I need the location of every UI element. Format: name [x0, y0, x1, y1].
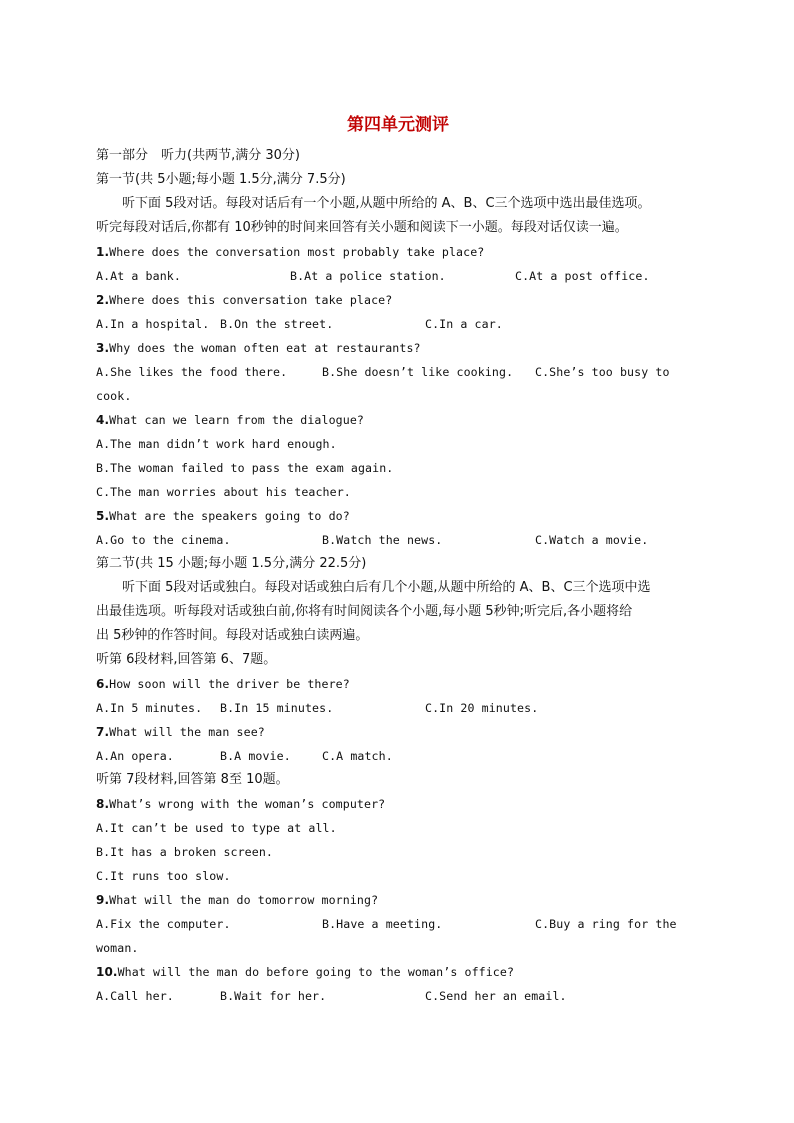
section2-instruction: 听下面 5段对话或独白。每段对话或独白后有几个小题,从题中所给的 A、B、C三个选项中选 — [122, 580, 651, 595]
section2-instruction: 出最佳选项。听每段对话或独白前,你将有时间阅读各个小题,每小题 5秒钟;听完后,各小题将给 — [96, 604, 633, 619]
question-10: 10.What will the man do before going to the woman’s office? — [96, 965, 515, 979]
question-8: 8.What’s wrong with the woman’s computer? — [96, 797, 386, 811]
option-b: B.It has a broken screen. — [96, 845, 274, 859]
option-b: B.At a police station. — [290, 269, 446, 283]
option-c: C.She’s too busy to — [535, 365, 670, 379]
option-a: A.She likes the food there. — [96, 365, 288, 379]
section1-instruction: 听下面 5段对话。每段对话后有一个小题,从题中所给的 A、B、C三个选项中选出最佳选项。 — [122, 196, 651, 211]
question-6: 6.How soon will the driver be there? — [96, 677, 350, 691]
option-a: A.Call her. — [96, 989, 174, 1003]
option-c: C.Send her an email. — [425, 989, 567, 1003]
option-c-continued: woman. — [96, 941, 139, 955]
option-a: A.An opera. — [96, 749, 174, 763]
option-a: A.Go to the cinema. — [96, 533, 231, 547]
material-note: 听第 7段材料,回答第 8至 10题。 — [96, 772, 289, 787]
question-3: 3.Why does the woman often eat at restaurants? — [96, 341, 421, 355]
section1-heading: 第一节(共 5小题;每小题 1.5分,满分 7.5分) — [96, 172, 346, 187]
question-5: 5.What are the speakers going to do? — [96, 509, 350, 523]
section2-heading: 第二节(共 15 小题;每小题 1.5分,满分 22.5分) — [96, 556, 367, 571]
option-b: B.Watch the news. — [322, 533, 443, 547]
option-c-continued: cook. — [96, 389, 132, 403]
option-c: C.Buy a ring for the — [535, 917, 677, 931]
option-a: A.Fix the computer. — [96, 917, 231, 931]
question-7: 7.What will the man see? — [96, 725, 265, 739]
part-heading: 第一部分 听力(共两节,满分 30分) — [96, 148, 300, 163]
option-b: B.Wait for her. — [220, 989, 327, 1003]
option-a: A.At a bank. — [96, 269, 181, 283]
material-note: 听第 6段材料,回答第 6、7题。 — [96, 652, 277, 667]
option-b: B.Have a meeting. — [322, 917, 443, 931]
option-c: C.The man worries about his teacher. — [96, 485, 351, 499]
section1-instruction: 听完每段对话后,你都有 10秒钟的时间来回答有关小题和阅读下一小题。每段对话仅读一遍。 — [96, 220, 628, 235]
option-b: B.She doesn’t like cooking. — [322, 365, 514, 379]
option-a: A.In a hospital. — [96, 317, 210, 331]
question-4: 4.What can we learn from the dialogue? — [96, 413, 364, 427]
option-a: A.It can’t be used to type at all. — [96, 821, 337, 835]
question-9: 9.What will the man do tomorrow morning? — [96, 893, 379, 907]
question-2: 2.Where does this conversation take place? — [96, 293, 393, 307]
option-c: C.In a car. — [425, 317, 503, 331]
option-c: C.At a post office. — [515, 269, 650, 283]
option-c: C.Watch a movie. — [535, 533, 649, 547]
option-b: B.On the street. — [220, 317, 334, 331]
option-b: B.A movie. — [220, 749, 291, 763]
option-a: A.In 5 minutes. — [96, 701, 203, 715]
page-title: 第四单元测评 — [347, 115, 449, 135]
option-a: A.The man didn’t work hard enough. — [96, 437, 337, 451]
option-c: C.A match. — [322, 749, 393, 763]
option-c: C.It runs too slow. — [96, 869, 231, 883]
option-c: C.In 20 minutes. — [425, 701, 539, 715]
option-b: B.The woman failed to pass the exam again. — [96, 461, 394, 475]
question-1: 1.Where does the conversation most probably take place? — [96, 245, 485, 259]
option-b: B.In 15 minutes. — [220, 701, 334, 715]
section2-instruction: 出 5秒钟的作答时间。每段对话或独白读两遍。 — [96, 628, 369, 643]
